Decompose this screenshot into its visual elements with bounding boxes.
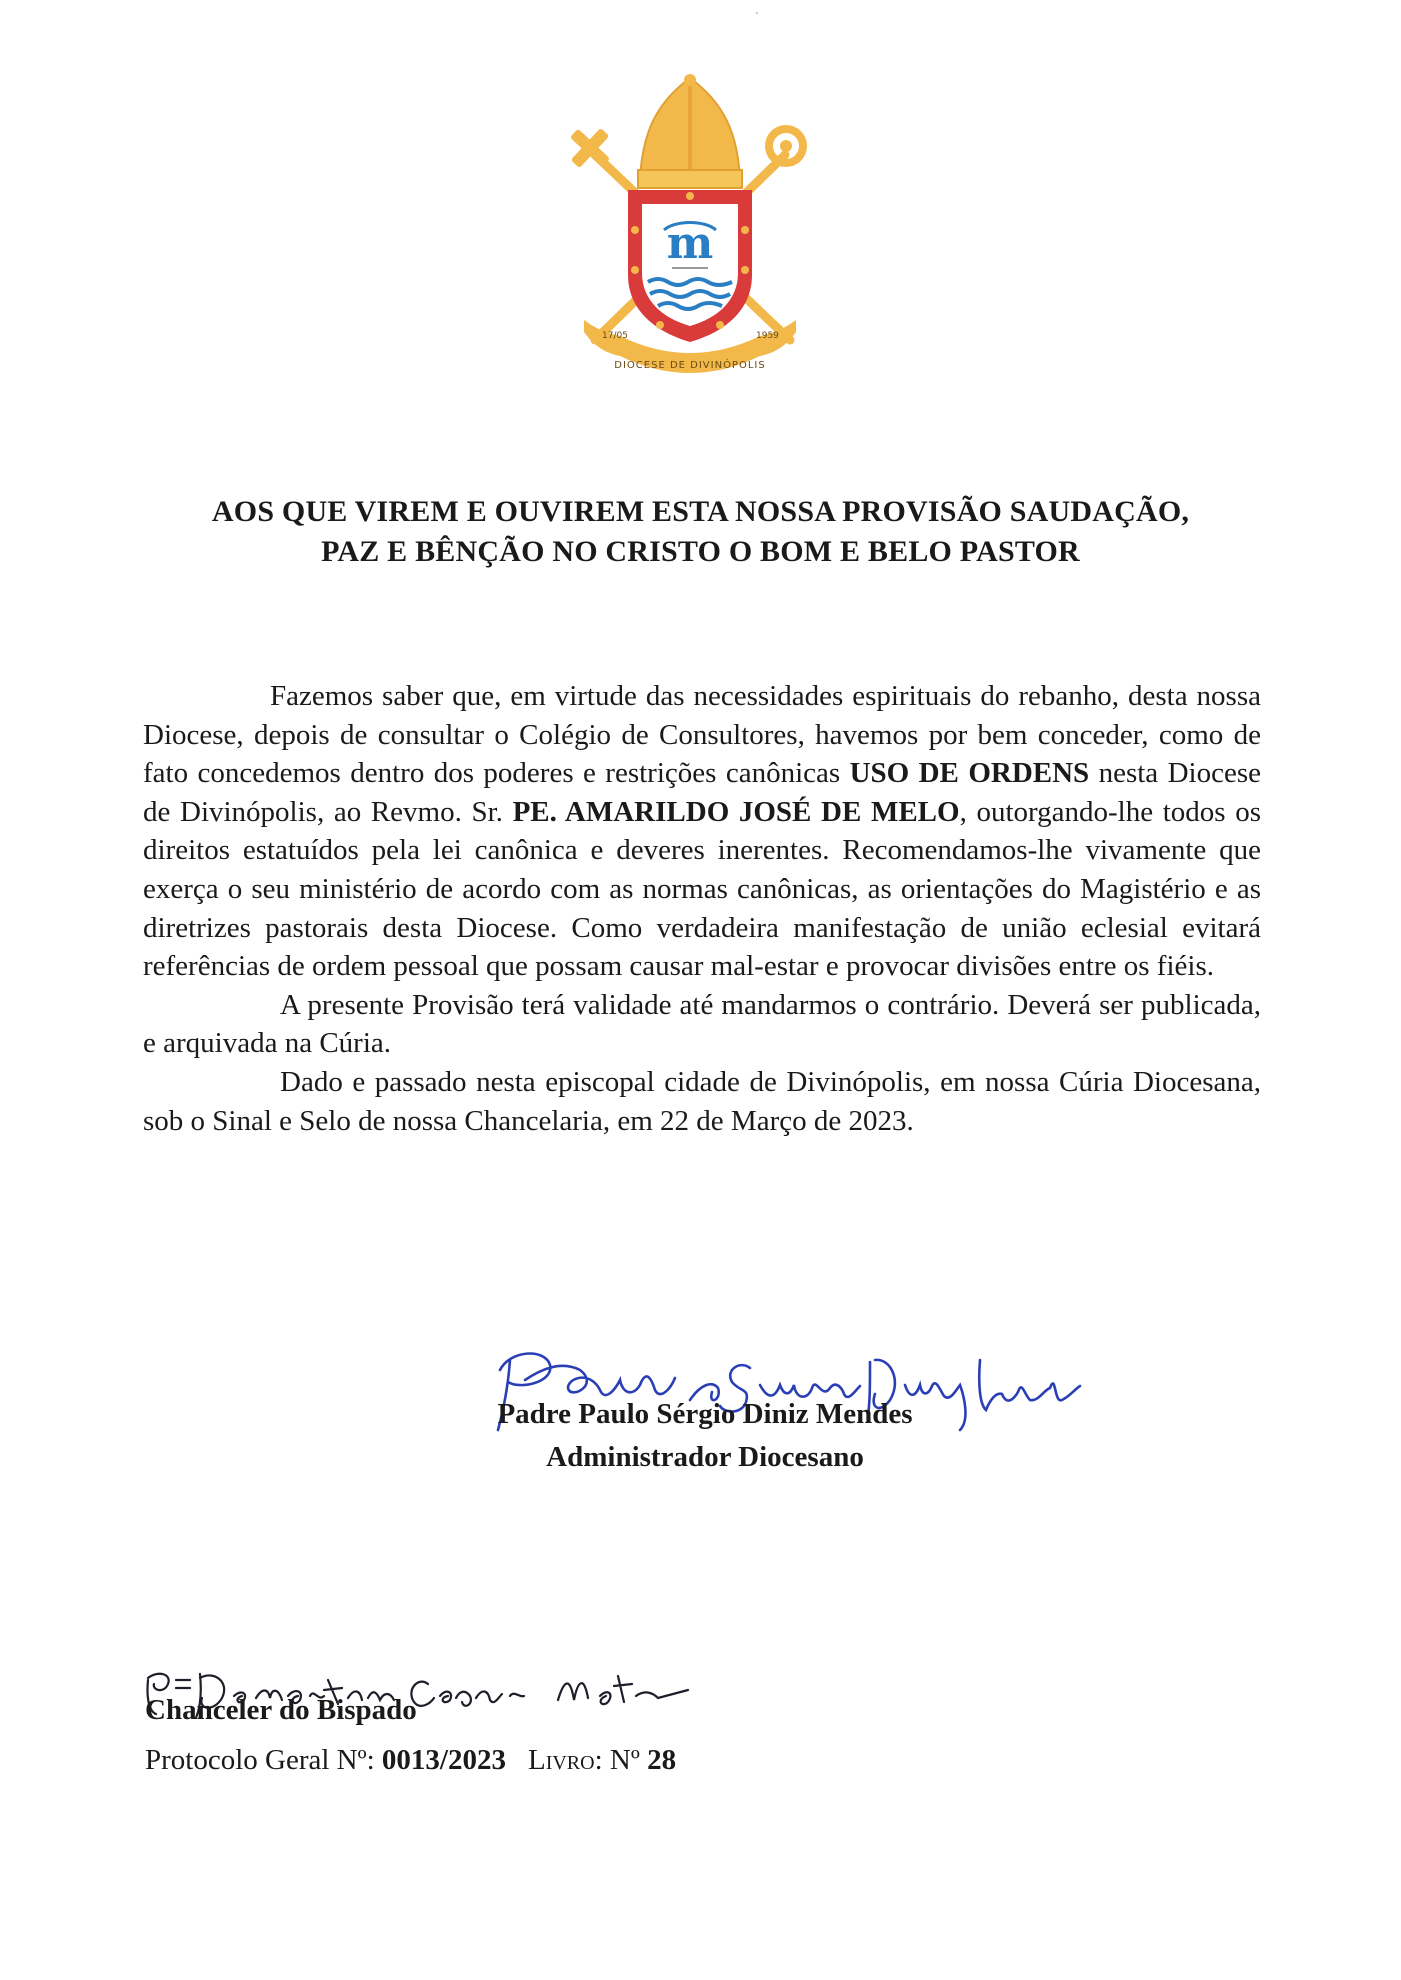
svg-text:m: m: [666, 218, 714, 269]
shield-icon: [628, 190, 752, 342]
emblem-scroll-text: DIOCESE DE DIVINÓPOLIS: [614, 360, 766, 371]
mitre-icon: [638, 74, 742, 188]
admin-title: Administrador Diocesano: [546, 1441, 864, 1473]
document-body: [143, 677, 1261, 1140]
admin-name: Padre Paulo Sérgio Diniz Mendes: [497, 1398, 913, 1430]
bold-uso-de-ordens: USO DE ORDENS: [849, 757, 1090, 790]
emblem-date-right: 1959: [756, 331, 779, 341]
diocese-coat-of-arms: [560, 70, 820, 390]
paragraph-2: A presente Provisão terá validade até mandarmos o contrário. Deverá ser publicada, e arquivada na Cúria.: [143, 988, 1261, 1060]
heading-line-1: AOS QUE VIREM E OUVIREM ESTA NOSSA PROVISÃO SAUDAÇÃO,: [211, 495, 1190, 528]
protocolo-label: Protocolo Geral Nº:: [145, 1744, 382, 1776]
scan-dust: [756, 12, 758, 14]
document-heading: [100, 492, 1301, 572]
paragraph-1: Fazemos saber que, em virtude das necessidades espirituais do rebanho, desta nossa Diocese, depois de consultar o Colégio de Consultores, havemos por bem conceder, como de fato concedemos dentro dos poderes e restrições canônicas USO DE ORDENS nesta Diocese de Divinópolis, ao Revmo. Sr. PE. AMARILDO JOSÉ DE MELO, outorgando-lhe todos os direitos estatuídos pela lei canônica e deveres inerentes. Recomendamos-lhe vivamente que exerça o seu ministério de acordo com as normas canônicas, as orientações do Magistério e as diretrizes pastorais desta Diocese. Como verdadeira manifestação de união eclesial evitará referências de ordem pessoal que possam causar mal-estar e provocar divisões entre os fiéis.: [143, 680, 1261, 983]
livro-label: Livro: Nº: [527, 1744, 648, 1776]
protocolo-number: 0013/2023: [381, 1744, 506, 1776]
paragraph-3: Dado e passado nesta episcopal cidade de Divinópolis, em nossa Cúria Diocesana, sob o Sinal e Selo de nossa Chancelaria, em 22 de Março de 2023.: [143, 1065, 1261, 1137]
protocolo-line: [145, 1742, 676, 1778]
bold-priest-name: PE. AMARILDO JOSÉ DE MELO: [512, 795, 960, 828]
emblem-date-left: 17/05: [602, 331, 628, 341]
livro-number: 28: [647, 1744, 677, 1776]
chanceler-title: Chanceler do Bispado: [145, 1694, 417, 1726]
heading-line-2: PAZ E BÊNÇÃO NO CRISTO O BOM E BELO PASTOR: [321, 535, 1080, 568]
